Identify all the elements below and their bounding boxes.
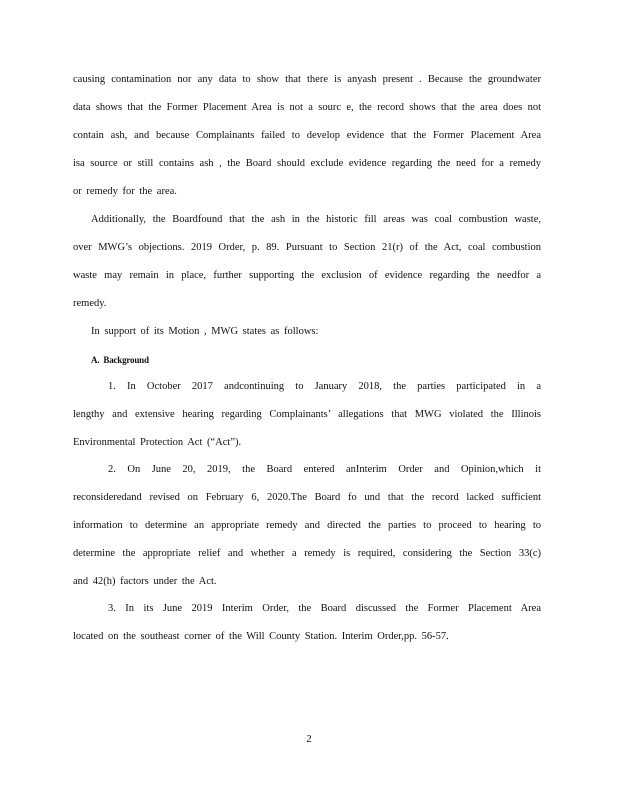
text-line: located on the southeast corner of the Will County Station. Interim Order,pp. 56-57. [73,631,449,642]
text-line: causing contamination nor any data to show that there is anyash present . Because the groundwater [73,74,541,85]
numbered-paragraph-line: 1. In October 2017 andcontinuing to January 2018, the parties participated in a [108,381,541,392]
text-line: data shows that the Former Placement Area is not a sourc e, the record shows that the area does not [73,102,541,113]
text-line: and 42(h) factors under the Act. [73,576,217,587]
text-line: determine the appropriate relief and whether a remedy is required, considering the Section 33(c) [73,548,541,559]
page-number: 2 [306,733,312,745]
text-line: Additionally, the Boardfound that the ash in the historic fill areas was coal combustion waste, [91,214,541,225]
text-line: lengthy and extensive hearing regarding Complainants’ allegations that MWG violated the Illinois [73,409,541,420]
numbered-paragraph-line: 3. In its June 2019 Interim Order, the Board discussed the Former Placement Area [108,603,541,614]
text-line: waste may remain in place, further supporting the exclusion of evidence regarding the needfor a [73,270,541,281]
text-line: or remedy for the area. [73,186,177,197]
text-line: isa source or still contains ash , the Board should exclude evidence regarding the need for a remedy [73,158,541,169]
text-line: information to determine an appropriate remedy and directed the parties to proceed to hearing to [73,520,541,531]
text-line: Environmental Protection Act (“Act”). [73,437,242,448]
text-line: over MWG’s objections. 2019 Order, p. 89. Pursuant to Section 21(r) of the Act, coal combustion [73,242,541,253]
text-line: remedy. [73,298,107,309]
numbered-paragraph-line: 2. On June 20, 2019, the Board entered anInterim Order and Opinion,which it [108,464,541,475]
text-line: In support of its Motion , MWG states as follows: [91,326,319,337]
section-heading: A. Background [91,355,149,365]
text-line: reconsideredand revised on February 6, 2020.The Board fo und that the record lacked sufficient [73,492,541,503]
text-line: contain ash, and because Complainants failed to develop evidence that the Former Placement Area [73,130,541,141]
